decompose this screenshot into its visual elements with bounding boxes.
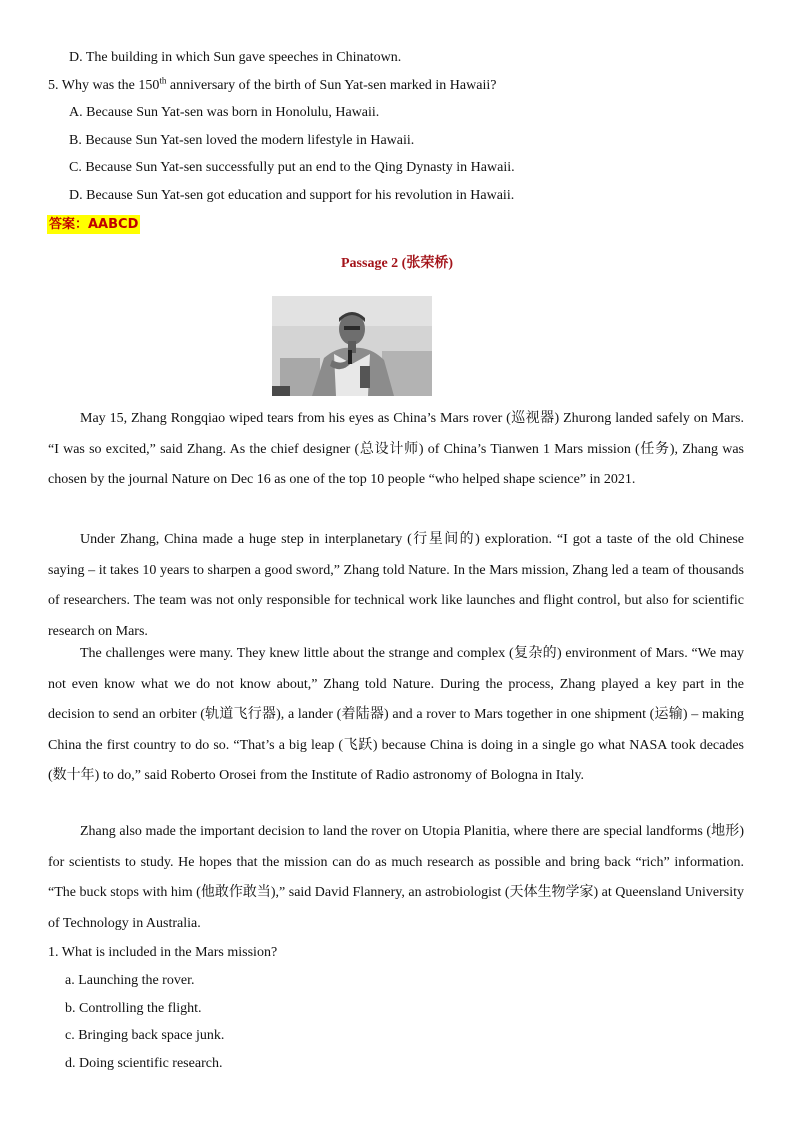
- speaker-photo-image: [272, 296, 432, 396]
- passage-title: Passage 2 (张荣桥): [341, 256, 453, 271]
- paragraph-4: Zhang also made the important decision to land the rover on Utopia Planitia, where there are special landforms (地形) for scientists to study. He hopes that the mission can do as much research as possible and bring back “rich” information. “The buck stops with him (他敢作敢当),” said David Flannery, an astrobiologist (天体生物学家) at Queensland University of Technology in Australia.: [48, 824, 744, 931]
- speaker-photo: [272, 296, 432, 396]
- question-5-stem-suffix: anniversary of the birth of Sun Yat-sen marked in Hawaii?: [166, 78, 497, 93]
- question-5-option-a: A. Because Sun Yat-sen was born in Honolulu, Hawaii.: [69, 105, 380, 120]
- question-5-option-b: B. Because Sun Yat-sen loved the modern lifestyle in Hawaii.: [69, 133, 415, 148]
- prev-question-option-d: D. The building in which Sun gave speeches in Chinatown.: [69, 50, 402, 65]
- question-1-option-c: c. Bringing back space junk.: [65, 1028, 225, 1043]
- question-1-option-d: d. Doing scientific research.: [65, 1056, 223, 1071]
- paragraph-1: May 15, Zhang Rongqiao wiped tears from his eyes as China’s Mars rover (巡视器) Zhurong landed safely on Mars. “I was so excited,” said Zhang. As the chief designer (总设计师) of China’s Tianwen 1 Mars mission (任务), Zhang was chosen by the journal Nature on Dec 16 as one of the top 10 people “who helped shape science” in 2021.: [48, 411, 744, 487]
- question-1-option-a: a. Launching the rover.: [65, 973, 195, 988]
- question-1-stem: 1. What is included in the Mars mission?: [48, 945, 278, 960]
- paragraph-2: Under Zhang, China made a huge step in interplanetary (行星间的) exploration. “I got a taste of the old Chinese saying – it takes 10 years to sharpen a good sword,” Zhang told Nature. In the Mars mission, Zhang led a team of thousands of researchers. The team was not only responsible for technical work like launches and flight control, but also for scientific research on Mars.: [48, 532, 744, 639]
- question-5-stem-prefix: 5. Why was the 150: [48, 78, 160, 93]
- question-5-stem: [48, 77, 496, 95]
- paragraph-3: The challenges were many. They knew little about the strange and complex (复杂的) environment of Mars. “We may not even know what we do not know about,” Zhang told Nature. During the process, Zhang played a key part in the decision to send an orbiter (轨道飞行器), a lander (着陆器) and a rover to Mars together in one shipment (运输) – making China the first country to do so. “That’s a big leap (飞跃) because China is doing in a single go what NASA took decades (数十年) to do,” said Roberto Orosei from the Institute of Radio astronomy of Bologna in Italy.: [48, 646, 744, 783]
- question-5-stem-sup: th: [159, 75, 167, 86]
- question-1-option-b: b. Controlling the flight.: [65, 1001, 202, 1016]
- question-5-option-d: D. Because Sun Yat-sen got education and support for his revolution in Hawaii.: [69, 188, 515, 203]
- question-5-option-c: C. Because Sun Yat-sen successfully put an end to the Qing Dynasty in Hawaii.: [69, 160, 515, 175]
- answer-key: 答案：AABCD: [49, 217, 139, 232]
